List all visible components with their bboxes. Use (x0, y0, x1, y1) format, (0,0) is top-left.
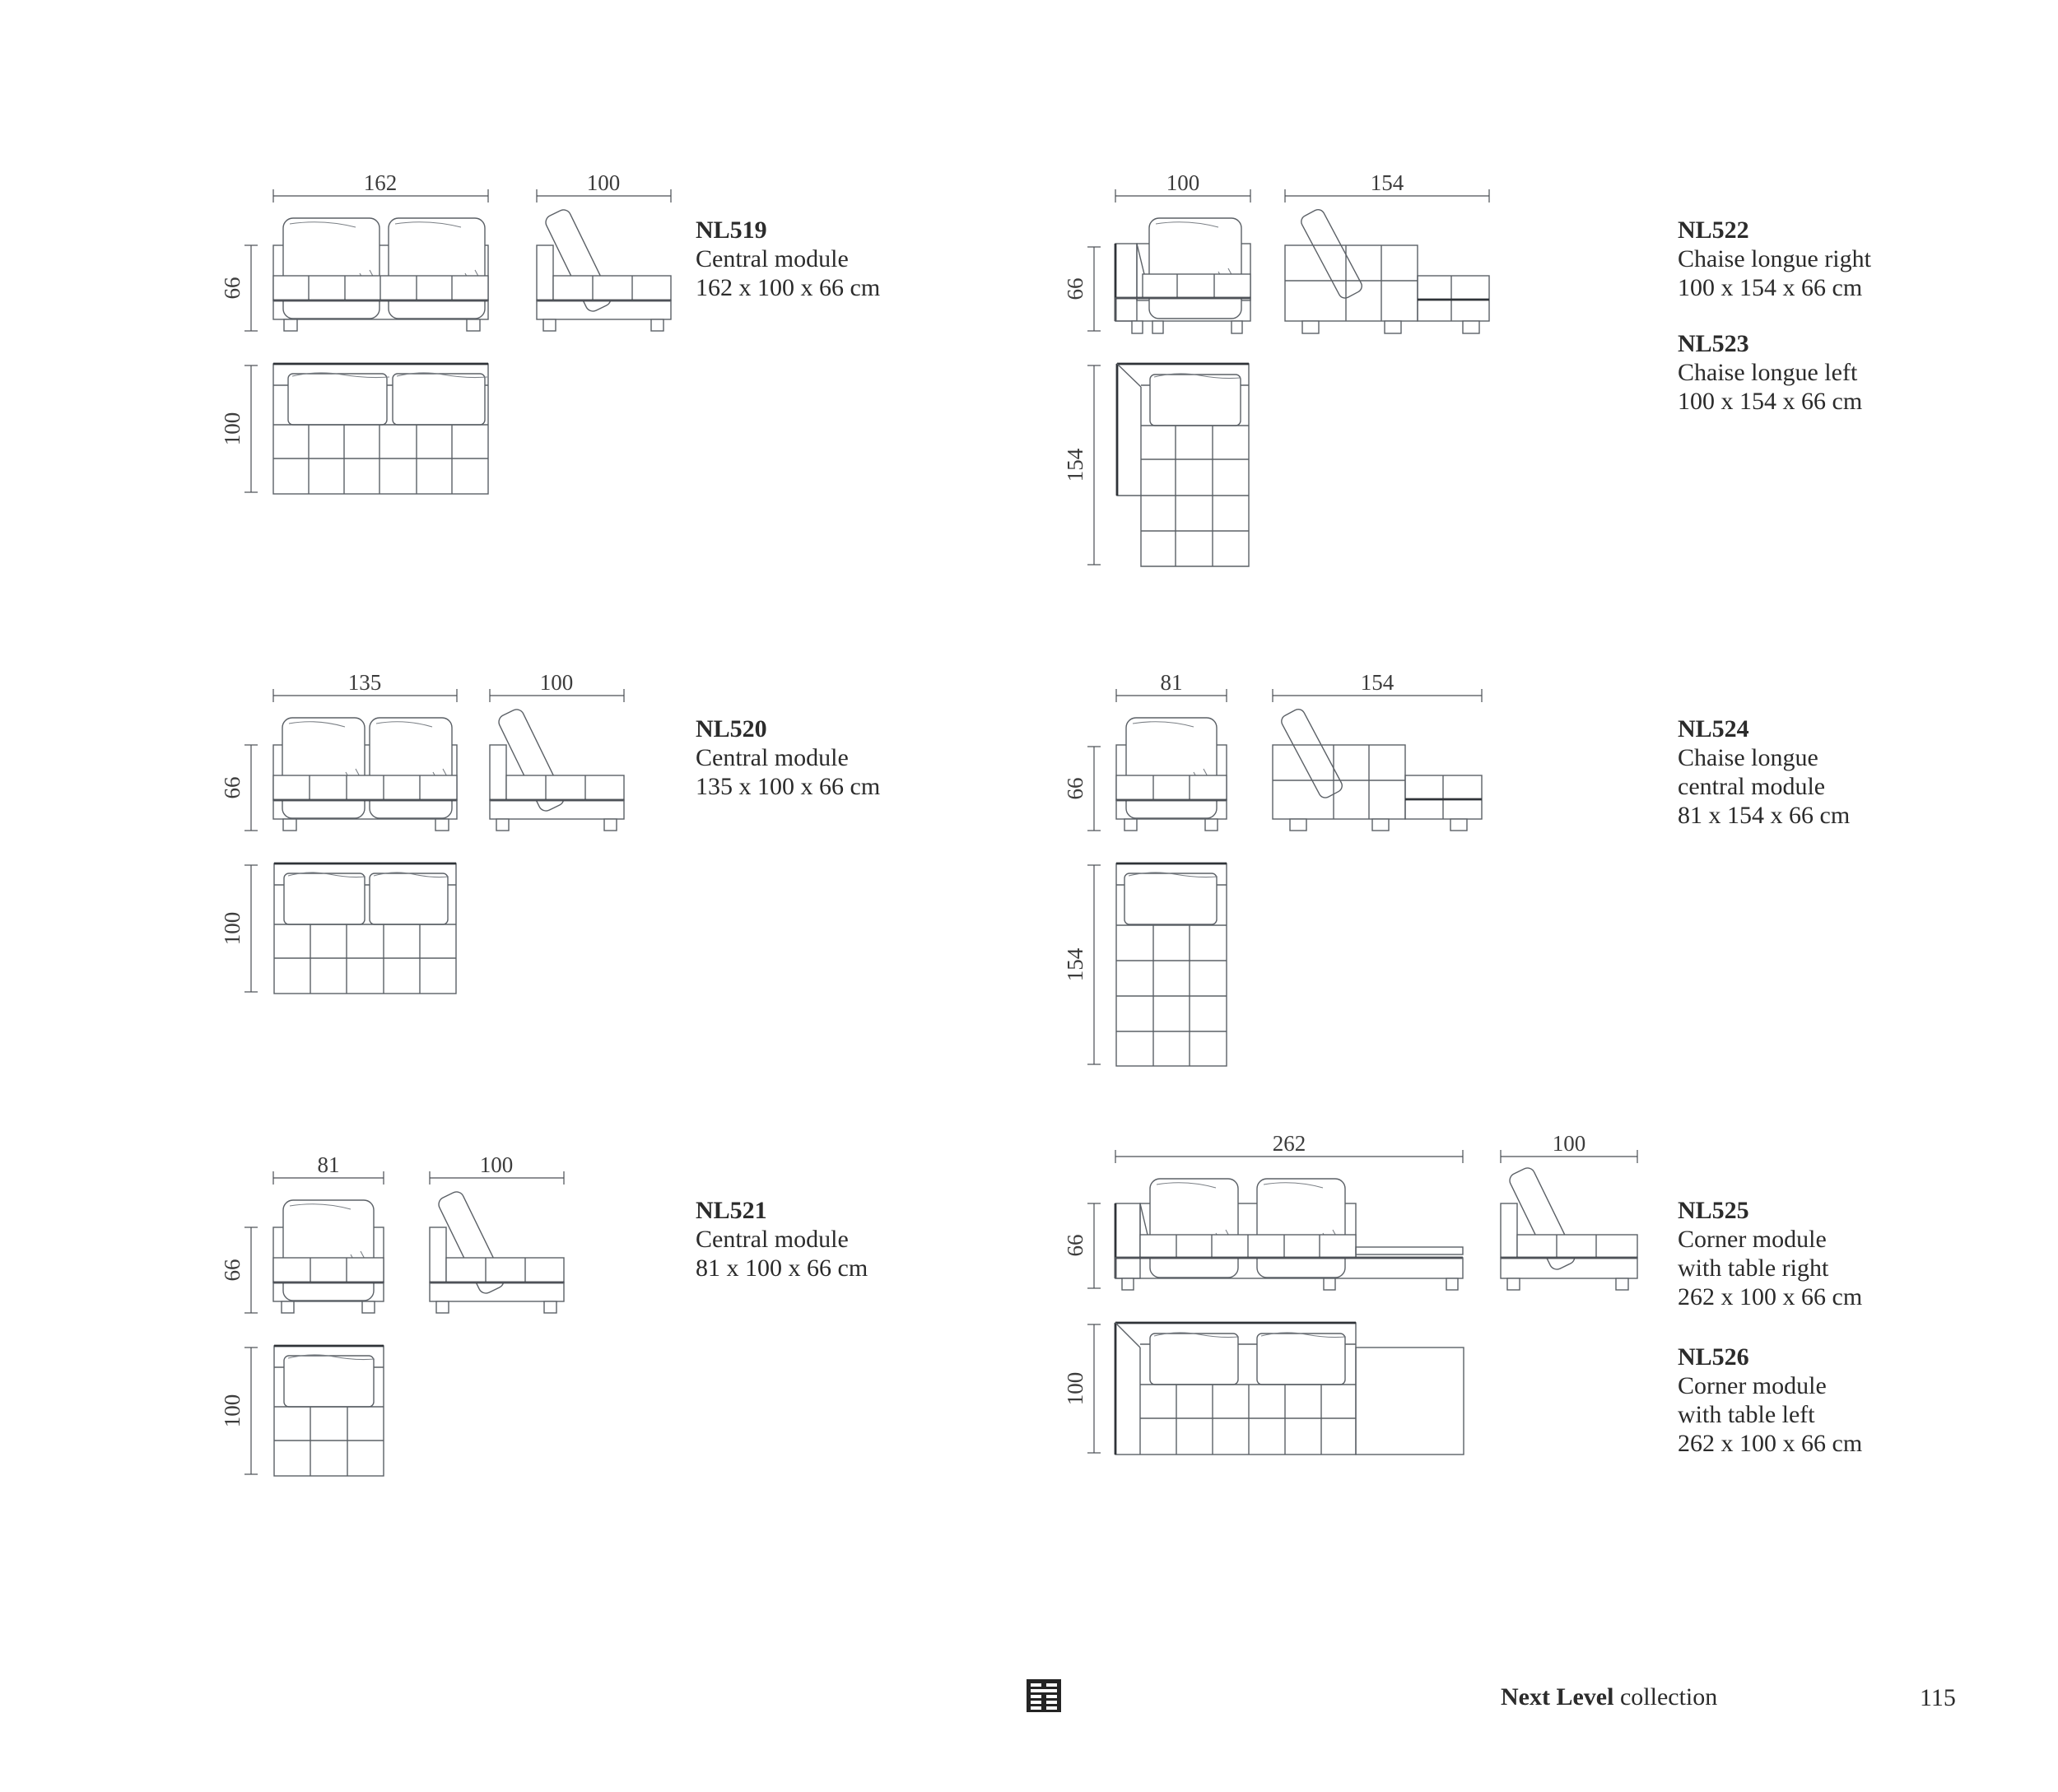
product-code: NL525 (1678, 1197, 1749, 1224)
dimension-label: 81 (317, 1152, 340, 1177)
nl524-width-dimension (1116, 670, 1227, 702)
nl519-depth-dimension (220, 365, 258, 492)
product-size: 135 x 100 x 66 cm (696, 773, 881, 800)
product-size: 162 x 100 x 66 cm (696, 274, 881, 301)
product-line: Central module (696, 744, 849, 771)
nl522-front-view (1115, 218, 1250, 333)
product-line: Chaise longue (1678, 744, 1818, 771)
dimension-label: 100 (220, 412, 244, 446)
product-size: 100 x 154 x 66 cm (1678, 388, 1863, 415)
dimension-label: 154 (1360, 670, 1395, 695)
product-line: Chaise longue left (1678, 359, 1858, 386)
dimension-label: 154 (1063, 448, 1087, 482)
product-code: NL522 (1678, 216, 1749, 244)
nl519-side-view (537, 207, 671, 331)
dimension-label: 66 (220, 776, 244, 799)
nl524-depth-dimension (1063, 865, 1101, 1064)
dimension-label: 100 (479, 1152, 514, 1177)
nl521-front-view (273, 1200, 384, 1313)
product-nl524 (1678, 714, 1850, 830)
nl521-side-view (430, 1189, 564, 1313)
nl524-height-dimension (1063, 747, 1101, 831)
nl522-width-dimension (1115, 170, 1250, 202)
nl524-side-dimension (1273, 670, 1482, 702)
dimension-label: 66 (1063, 777, 1087, 800)
dimension-label: 100 (1063, 1371, 1087, 1406)
product-size: 262 x 100 x 66 cm (1678, 1283, 1863, 1310)
product-line: central module (1678, 773, 1826, 800)
product-line: Chaise longue right (1678, 245, 1871, 272)
dimension-label: 66 (1063, 1234, 1087, 1257)
page-number: 115 (1920, 1684, 1956, 1711)
nl524-top-view (1116, 863, 1227, 1066)
product-code: NL523 (1678, 330, 1749, 357)
nl520-width-dimension (273, 670, 457, 702)
product-nl523 (1678, 329, 1862, 416)
product-line: Central module (696, 1226, 849, 1253)
nl520-front-view (273, 718, 457, 831)
dimension-label: 66 (220, 1259, 244, 1282)
dimension-label: 100 (586, 170, 621, 195)
nl521-height-dimension (220, 1227, 258, 1313)
dimension-label: 100 (1552, 1131, 1586, 1156)
product-line: with table left (1678, 1401, 1815, 1428)
nl525-width-dimension (1115, 1131, 1463, 1163)
nl519-front-view (273, 218, 488, 331)
nl521-depth-dimension (220, 1347, 258, 1474)
collection-name: Next Level (1501, 1683, 1614, 1711)
nl519-width-dimension (273, 170, 488, 202)
dimension-label: 262 (1272, 1131, 1306, 1156)
product-line: Central module (696, 245, 849, 272)
product-size: 100 x 154 x 66 cm (1678, 274, 1863, 301)
product-nl519 (696, 216, 880, 302)
nl522-side-view (1285, 207, 1489, 333)
dimension-label: 66 (1063, 277, 1087, 300)
dimension-label: 100 (1166, 170, 1200, 195)
collection-title (1501, 1683, 1717, 1711)
nl520-side-dimension (490, 670, 624, 702)
nl524-side-view (1273, 707, 1482, 831)
modular-grid-icon-art (1027, 1679, 1061, 1712)
nl522-height-dimension (1063, 247, 1101, 331)
collection-suffix: collection (1619, 1683, 1718, 1711)
nl521-width-dimension (273, 1152, 384, 1185)
nl525-depth-dimension (1063, 1324, 1101, 1453)
nl522-depth-dimension (1063, 365, 1101, 565)
nl520-depth-dimension (220, 865, 258, 992)
nl521-top-view (274, 1346, 384, 1476)
nl522-side-dimension (1285, 170, 1489, 202)
nl519-top-view (273, 364, 488, 494)
dimension-label: 100 (220, 911, 244, 946)
dimension-label: 135 (347, 670, 382, 695)
dimension-label: 100 (539, 670, 574, 695)
product-nl525 (1678, 1196, 1862, 1311)
product-size: 81 x 100 x 66 cm (696, 1254, 868, 1282)
dimension-label: 81 (1160, 670, 1183, 695)
product-nl521 (696, 1196, 868, 1282)
nl525-side-view (1501, 1166, 1637, 1290)
product-code: NL519 (696, 216, 767, 244)
modular-grid-icon (1027, 1679, 1061, 1712)
product-code: NL524 (1678, 715, 1749, 742)
nl519-side-dimension (537, 170, 671, 202)
nl525-top-view (1115, 1323, 1464, 1455)
dimension-label: 162 (363, 170, 398, 195)
dimension-label: 154 (1370, 170, 1404, 195)
product-line: Corner module (1678, 1372, 1827, 1399)
product-code: NL520 (696, 715, 767, 742)
nl522-top-view (1117, 364, 1249, 566)
nl524-front-view (1116, 718, 1227, 831)
product-line: Corner module (1678, 1226, 1827, 1253)
nl525-height-dimension (1063, 1203, 1101, 1288)
product-line: with table right (1678, 1254, 1829, 1282)
nl521-side-dimension (430, 1152, 564, 1185)
product-code: NL521 (696, 1197, 767, 1224)
product-size: 262 x 100 x 66 cm (1678, 1430, 1863, 1457)
product-nl526 (1678, 1343, 1862, 1458)
nl520-top-view (274, 863, 456, 994)
nl520-side-view (490, 707, 624, 831)
dimension-label: 66 (220, 277, 244, 300)
product-nl522 (1678, 216, 1871, 302)
dimension-label: 154 (1063, 947, 1087, 982)
nl525-side-dimension (1501, 1131, 1637, 1163)
product-code: NL526 (1678, 1343, 1749, 1371)
product-nl520 (696, 714, 880, 801)
nl520-height-dimension (220, 745, 258, 831)
dimension-label: 100 (220, 1394, 244, 1428)
nl525-front-view (1115, 1179, 1463, 1290)
product-size: 81 x 154 x 66 cm (1678, 802, 1851, 829)
nl519-height-dimension (220, 245, 258, 331)
